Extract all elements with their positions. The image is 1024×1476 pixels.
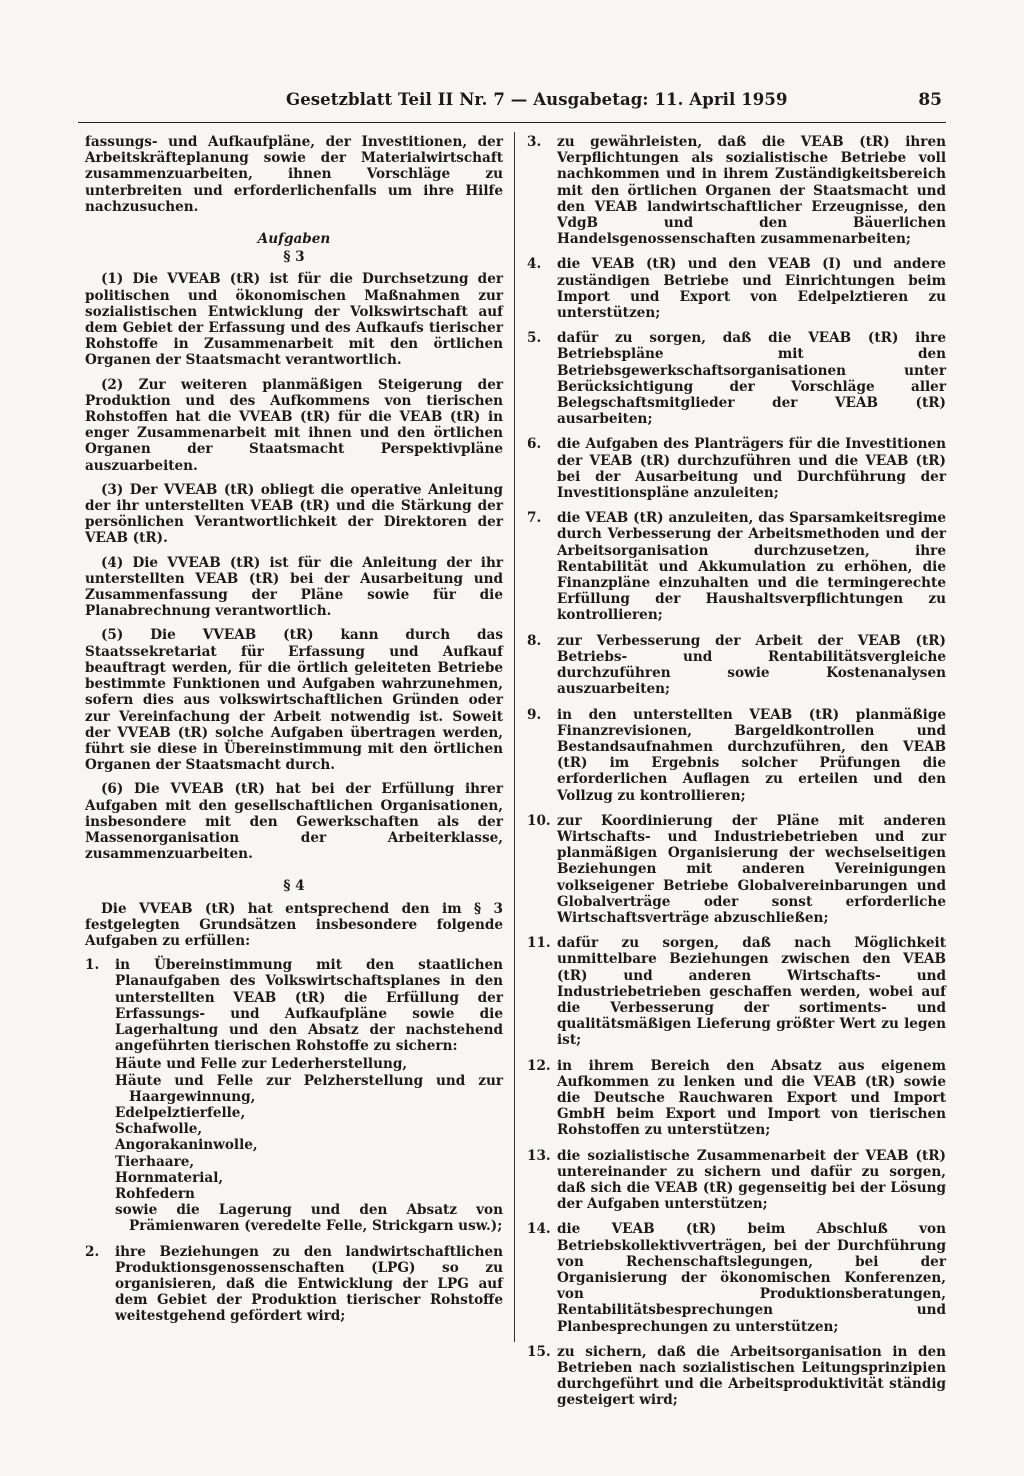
list-item: [527, 1344, 946, 1409]
list-item: [527, 134, 946, 247]
item-number: 5.: [527, 330, 542, 347]
item-number: 9.: [527, 706, 542, 723]
item-text: dafür zu sorgen, daß nach Möglichkeit unmittelbare Beziehungen zwischen den VEAB (tR) und anderen Wirtschafts- und Industriebetrieben geschaffen werden, wobei auf die Verbesserung der sortiments- und qualitätsmäßigen Lieferung größter Wert zu legen ist;: [557, 935, 946, 1049]
item-text: zur Koordinierung der Pläne mit anderen Wirtschafts- und Industriebetrieben und zur planmäßigen Organisierung der wechselseitigen Beziehungen mit anderen Vereinigungen volkseigener Betriebe Globalvereinbarungen und Globalverträge oder sonst erforderliche Wirtschaftsverträge abzuschließen;: [557, 812, 946, 926]
raw-materials-list: [115, 1056, 503, 1234]
item-number: 15.: [527, 1343, 551, 1360]
raw-material-item: Rohfedern: [115, 1185, 195, 1202]
paragraph-3-3: (3) Der VVEAB (tR) obliegt die operative Anleitung der ihr unterstellten VEAB (tR) und die Stärkung der persönlichen Verantwortlichkeit der Direktoren der VEAB (tR).: [85, 481, 503, 547]
list-item: [85, 957, 503, 1234]
list-item: [527, 813, 946, 926]
raw-material-item: Tierhaare,: [115, 1153, 195, 1170]
list-item: [527, 633, 946, 698]
paragraph-3-1: (1) Die VVEAB (tR) ist für die Durchsetzung der politischen und ökonomischen Maßnahmen zur sozialistischen Entwicklung der Volkswirtschaft auf dem Gebiet der Erfassung und des Aufkaufs tierischer Rohstoffe in Zusammenarbeit mit den örtlichen Organen der Staatsmacht verantwortlich.: [85, 271, 503, 369]
item-number: 8.: [527, 632, 542, 649]
item-number: 3.: [527, 134, 542, 150]
item-text: die VEAB (tR) und den VEAB (I) und andere zuständigen Betriebe und Einrichtungen beim Import und Export von Edelpelztieren zu unterstützen;: [557, 256, 946, 322]
item-number: 6.: [527, 436, 542, 453]
raw-material-item: Schafwolle,: [115, 1121, 203, 1138]
paragraph-3-2: (2) Zur weiteren planmäßigen Steigerung der Produktion und des Aufkommens von tierischen Rohstoffen hat die VVEAB (tR) für die VEAB (tR) in enger Zusammenarbeit mit ihnen und den örtlichen Organen der Staatsmacht Perspektivpläne auszuarbeiten.: [85, 376, 503, 474]
paragraph-3-5: (5) Die VVEAB (tR) kann durch das Staatssekretariat für Erfassung und Aufkauf beauftragt werden, für die örtlich geleiteten Betriebe bestimmte Funktionen und Aufgaben wahrzunehmen, sofern dies aus volkswirtschaftlichen Gründen oder zur Vereinfachung der Arbeit notwendig ist. Soweit der VVEAB (tR) solche Aufgaben übertragen werden, führt sie diese in Übereinstimmung mit den örtlichen Organen der Staatsmacht durch.: [85, 627, 503, 774]
header-title: Gesetzblatt Teil II Nr. 7 — Ausgabetag: 11. April 1959: [286, 90, 788, 109]
list-item: [527, 707, 946, 804]
item-number: 12.: [527, 1057, 551, 1074]
list-item: [85, 1244, 503, 1325]
item-number: 2.: [85, 1243, 100, 1260]
raw-material-item: Hornmaterial,: [115, 1169, 224, 1186]
item-number: 11.: [527, 935, 551, 952]
list-item: [527, 935, 946, 1048]
item-number: 7.: [527, 510, 542, 527]
item-text: die Aufgaben des Planträgers für die Investitionen der VEAB (tR) durchzuführen und die VEAB (tR) bei der Ausarbeitung und Durchführung der Investitionspläne anzuleiten;: [557, 436, 946, 502]
intro-paragraph: fassungs- und Aufkaufpläne, der Investitionen, der Arbeitskräfteplanung sowie der Materialwirtschaft zusammenzuarbeiten, ihnen Vorschläge zu unterbreiten und erforderlichenfalls um ihre Hilfe nachzusuchen.: [85, 134, 503, 215]
item-text: in ihrem Bereich den Absatz aus eigenem Aufkommen zu lenken und die VEAB (tR) sowie die Deutsche Rauchwaren Export und Import GmbH beim Export und Import von tierischen Rohstoffen zu unterstützen;: [557, 1057, 946, 1139]
list-item: [527, 1148, 946, 1213]
item-text: die VEAB (tR) beim Abschluß von Betriebskollektivverträgen, bei der Durchführung von Rechenschaftslegungen, bei der Organisierung der ökonomischen Konferenzen, von Produktionsberatungen, Rentabilitätsbesprechungen und Planbesprechungen zu unterstützen;: [557, 1221, 946, 1335]
item-text: ihre Beziehungen zu den landwirtschaftlichen Produktionsgenossenschaften (LPG) so zu organisieren, daß die Entwicklung der LPG auf dem Gebiet der Produktion tierischer Rohstoffe weitestgehend gefördert wird;: [115, 1243, 503, 1325]
item-text: zu sichern, daß die Arbeitsorganisation in den Betrieben nach sozialistischen Leitungsprinzipien durchgeführt und die Arbeitsproduktivität ständig gesteigert wird;: [557, 1343, 946, 1409]
raw-material-item: sowie die Lagerung und den Absatz von Prämienwaren (veredelte Felle, Strickgarn usw.);: [115, 1202, 503, 1235]
list-item: [527, 510, 946, 623]
item-text: zu gewährleisten, daß die VEAB (tR) ihren Verpflichtungen als sozialistische Betriebe voll nachkommen und in ihrem Zuständigkeitsbereich mit den örtlichen Organen der Staatsmacht und den VEAB landwirtschaftlicher Erzeugnisse, den VdgB und den Bäuerlichen Handelsgenossenschaften zusammenarbeiten;: [557, 134, 946, 248]
raw-material-item: Edelpelztierfelle,: [115, 1104, 246, 1121]
list-item: [527, 436, 946, 501]
item-number: 14.: [527, 1221, 551, 1238]
paragraph-3-4: (4) Die VVEAB (tR) ist für die Anleitung der ihr unterstellten VEAB (tR) bei der Ausarbeitung und Zusammenfassung der Pläne sowie für die Planabrechnung verantwortlich.: [85, 554, 503, 620]
item-text: die sozialistische Zusammenarbeit der VEAB (tR) untereinander zu sichern und dafür zu sorgen, daß sich die VEAB (tR) gegenseitig bei der Lösung der Aufgaben unterstützen;: [557, 1147, 946, 1213]
raw-material-item: Häute und Felle zur Lederherstellung,: [115, 1056, 408, 1073]
right-column: [527, 134, 946, 1436]
item-number: 1.: [85, 957, 100, 974]
column-divider: [514, 132, 515, 1342]
item-number: 10.: [527, 812, 551, 829]
list-item: [527, 256, 946, 321]
raw-material-item: Angorakaninwolle,: [115, 1137, 258, 1154]
item-text: die VEAB (tR) anzuleiten, das Sparsamkeitsregime durch Verbesserung der Arbeitsmethoden und der Arbeitsorganisation durchzusetzen, ihre Rentabilität und Akkumulation zu erhöhen, die Finanzpläne einzuhalten und die termingerechte Erfüllung der Haushaltsverpflichtungen zu kontrollieren;: [557, 510, 946, 624]
paragraph-3-6: (6) Die VVEAB (tR) hat bei der Erfüllung ihrer Aufgaben mit den gesellschaftlichen Organisationen, insbesondere mit den Gewerkschaften als der Massenorganisation der Arbeiterklasse, zusammenzuarbeiten.: [85, 781, 503, 863]
paragraph-4-intro: Die VVEAB (tR) hat entsprechend den im § 3 festgelegten Grundsätzen insbesondere folgende Aufgaben zu erfüllen:: [85, 900, 503, 949]
section-heading: Aufgaben: [257, 231, 331, 248]
item-number: 13.: [527, 1147, 551, 1164]
page-number: 85: [918, 90, 942, 110]
item-text: in den unterstellten VEAB (tR) planmäßige Finanzrevisionen, Bargeldkontrollen und Bestandsaufnahmen durchzuführen, den VEAB (tR) im Ergebnis solcher Prüfungen die erforderlichen Auflagen zu erteilen und den Vollzug zu kontrollieren;: [557, 706, 946, 804]
page-header: [78, 90, 946, 123]
section-3-title: § 3: [283, 249, 305, 266]
raw-material-item: Häute und Felle zur Pelzherstellung und zur Haargewinnung,: [115, 1072, 503, 1105]
list-item: [527, 1058, 946, 1139]
list-item: [527, 1221, 946, 1334]
item-text: zur Verbesserung der Arbeit der VEAB (tR) Betriebs- und Rentabilitätsvergleiche durchzuführen sowie Kostenanalysen auszuarbeiten;: [557, 632, 946, 698]
left-column: [85, 134, 503, 1334]
item-text: dafür zu sorgen, daß die VEAB (tR) ihre Betriebspläne mit den Betriebsgewerkschaftsorganisationen unter Berücksichtigung der Vorschläge aller Belegschaftsmitglieder der VEAB (tR) ausarbeiten;: [557, 330, 946, 428]
item-text: in Übereinstimmung mit den staatlichen Planaufgaben des Volkswirtschaftsplanes in den unterstellten VEAB (tR) die Erfüllung der Erfassungs- und Aufkaufpläne sowie die Lagerhaltung und den Absatz der nachstehend angeführten tierischen Rohstoffe zu sichern:: [115, 957, 503, 1055]
list-item: [527, 330, 946, 427]
item-number: 4.: [527, 256, 542, 273]
section-4-title: § 4: [283, 878, 305, 895]
